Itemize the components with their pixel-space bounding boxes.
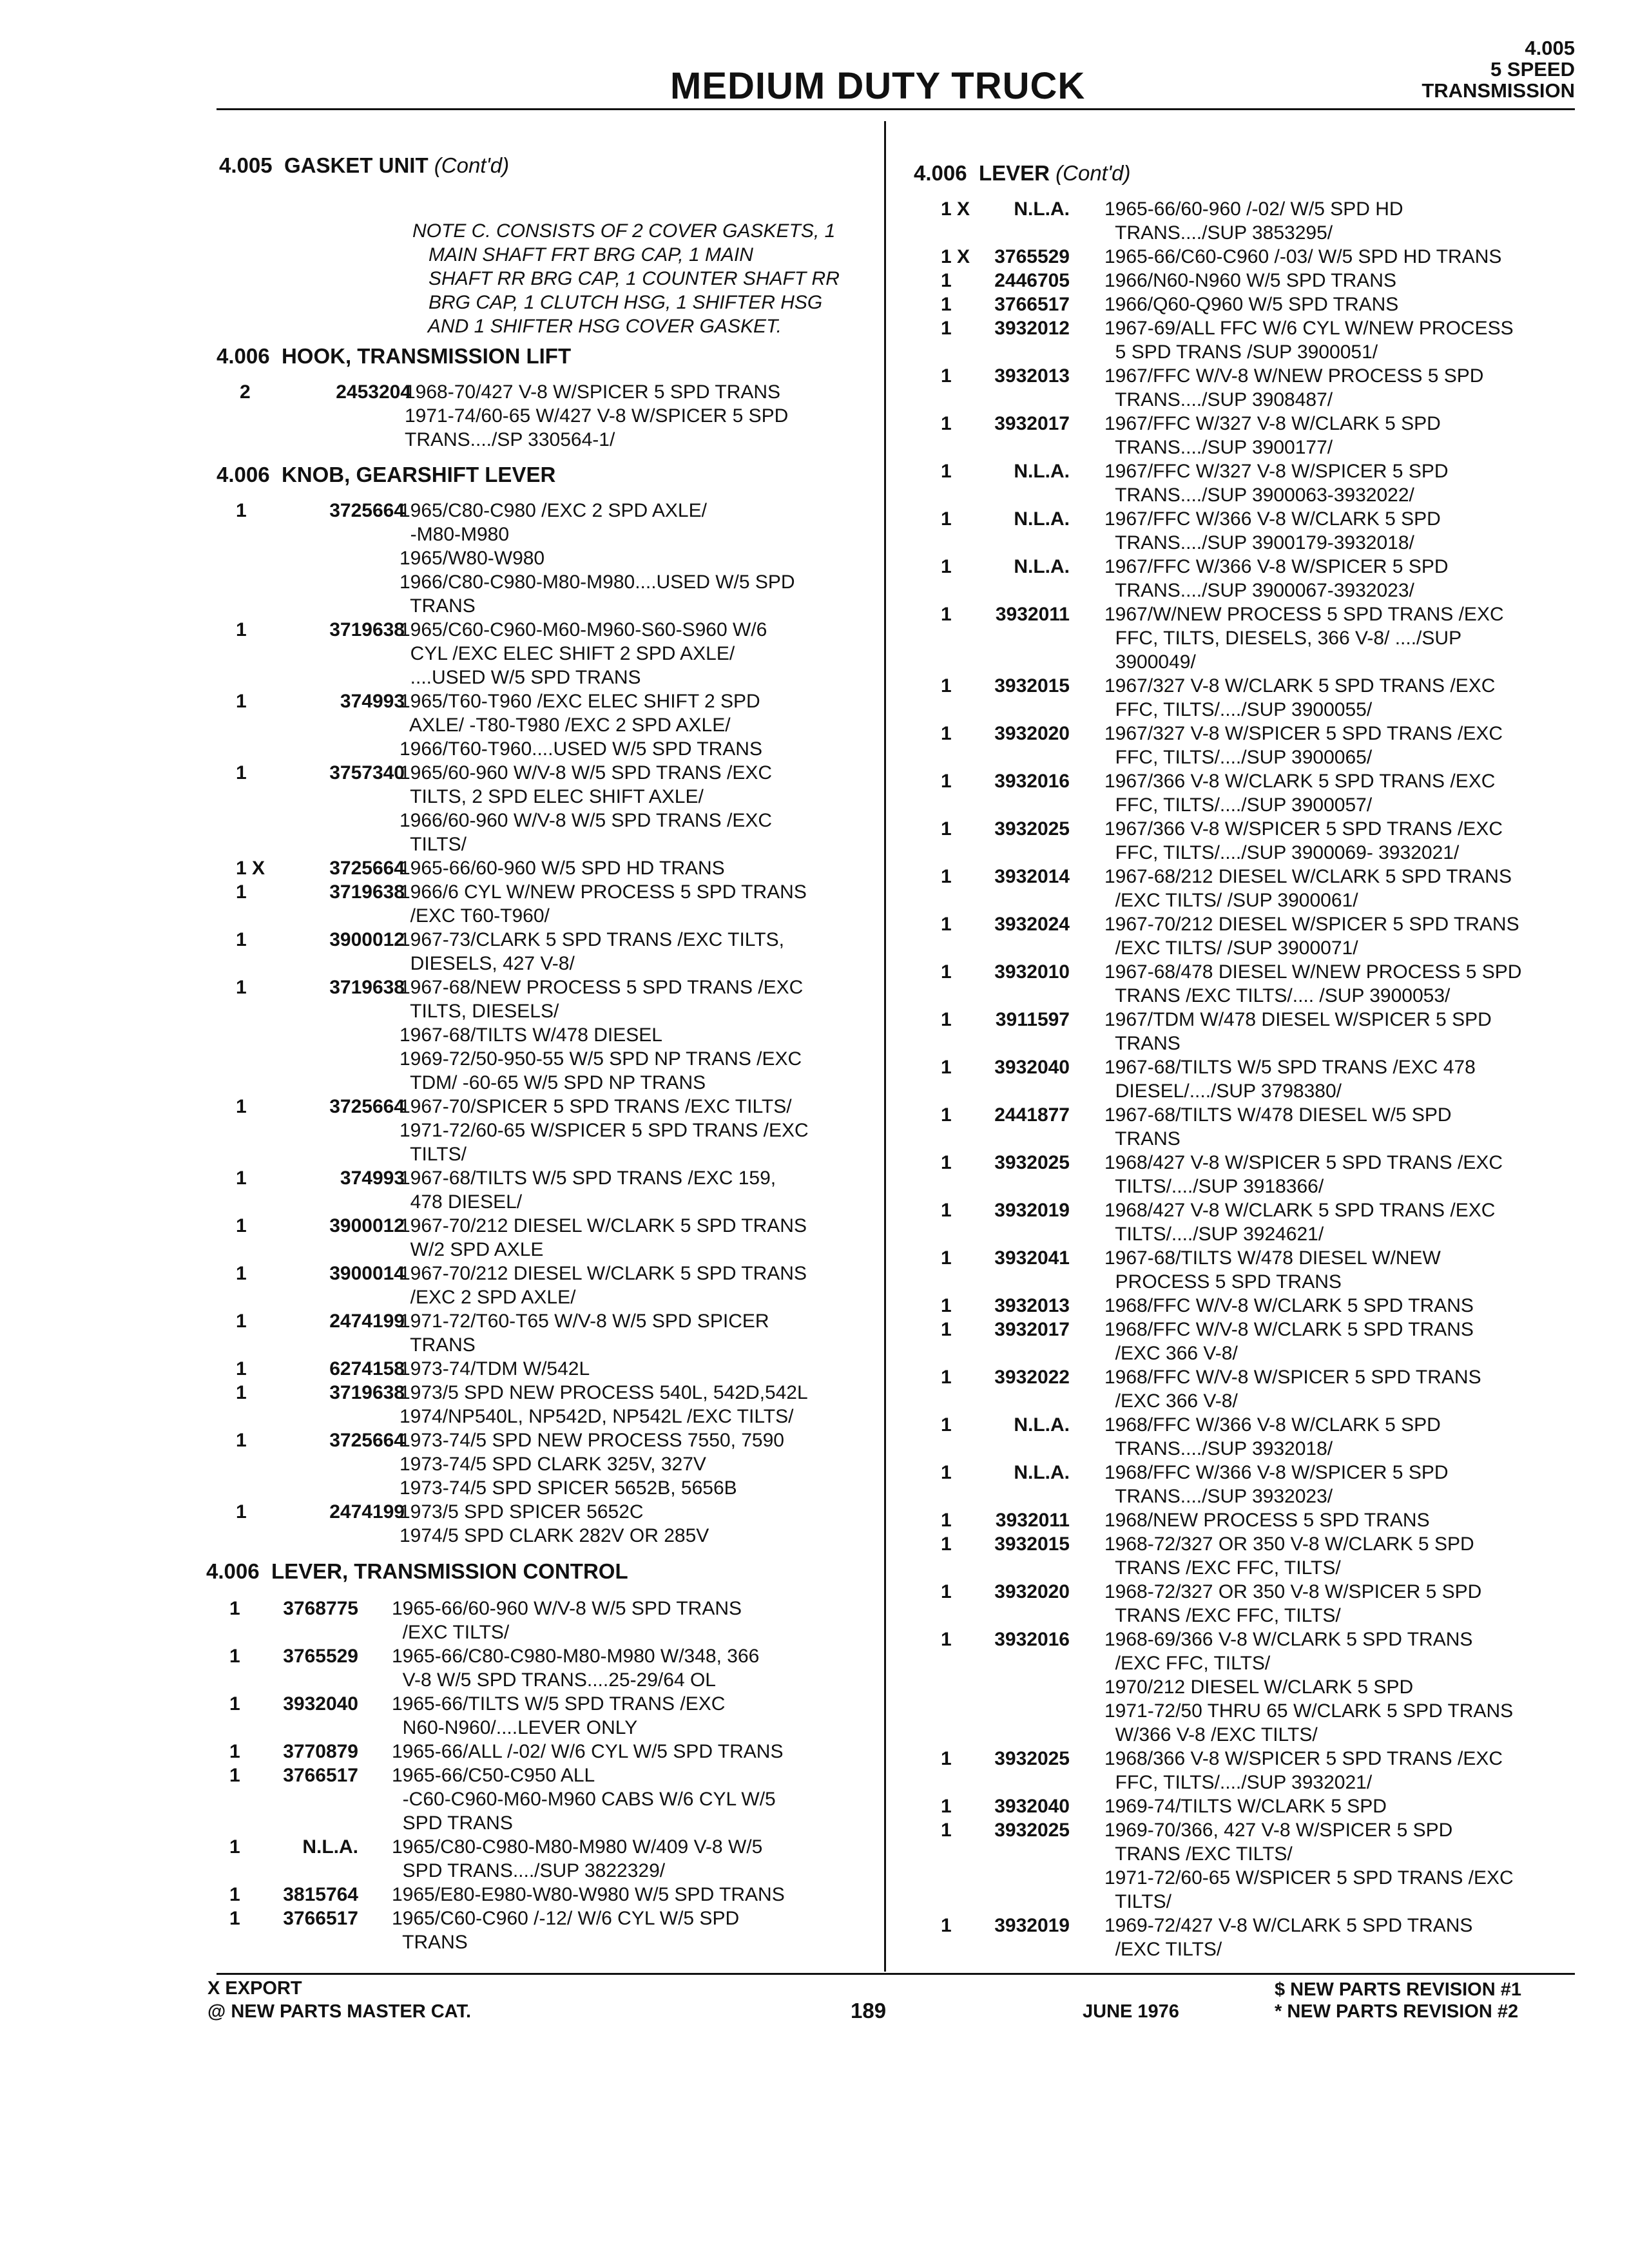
part-number: 3932014	[994, 866, 1070, 887]
part-entry	[941, 769, 1585, 817]
part-entry	[941, 1508, 1585, 1532]
part-number: N.L.A.	[302, 1836, 358, 1858]
part-entry	[941, 1294, 1585, 1318]
part-number: 3932040	[994, 1796, 1070, 1817]
part-number: 3932011	[995, 1510, 1070, 1531]
part-qty: 1	[229, 1598, 240, 1619]
part-number: 3900012	[329, 929, 405, 950]
part-number: 3932013	[994, 365, 1070, 387]
part-description: 1967/W/NEW PROCESS 5 SPD TRANS /EXC FFC, TILTS, DIESELS, 366 V-8/ ..../SUP 3900049/	[1104, 604, 1504, 673]
part-description: 1973/5 SPD SPICER 5652C 1974/5 SPD CLARK 282V OR 285V	[400, 1501, 709, 1546]
part-number: 374993	[340, 1168, 405, 1189]
part-qty: 1	[941, 1247, 952, 1269]
part-number: 3932020	[994, 723, 1070, 744]
part-description: 1967-70/SPICER 5 SPD TRANS /EXC TILTS/ 1971-72/60-65 W/SPICER 5 SPD TRANS /EXC TILTS/	[400, 1096, 809, 1165]
part-entry	[941, 1055, 1585, 1103]
part-description: 1965-66/C50-C950 ALL -C60-C960-M60-M960 CABS W/6 CYL W/5 SPD TRANS	[392, 1765, 776, 1834]
part-entry	[229, 1597, 880, 1644]
part-qty: 1	[941, 1915, 952, 1936]
part-entry	[229, 1907, 880, 1954]
part-description: 1967/366 V-8 W/SPICER 5 SPD TRANS /EXC FFC, TILTS/..../SUP 3900069- 3932021/	[1104, 818, 1503, 863]
part-qty: 1	[236, 1430, 247, 1451]
section-heading-gasket	[219, 153, 509, 178]
part-entry	[229, 1835, 880, 1883]
part-description: 1965/E80-E980-W80-W980 W/5 SPD TRANS	[392, 1884, 785, 1905]
part-entry	[941, 364, 1585, 412]
part-qty: 1	[236, 1358, 247, 1379]
part-number: 3932025	[994, 1152, 1070, 1173]
part-entry	[941, 817, 1585, 865]
part-entry	[941, 197, 1585, 245]
section-line1: 5 SPEED	[1490, 58, 1575, 81]
part-qty: 1	[229, 1765, 240, 1786]
part-qty: 1	[236, 1215, 247, 1236]
part-entry	[229, 1740, 880, 1763]
part-entry	[236, 928, 880, 975]
part-number: 2474199	[329, 1311, 405, 1332]
part-description: 1968/FFC W/366 V-8 W/SPICER 5 SPD TRANS..../SUP 3932023/	[1104, 1462, 1449, 1507]
footer-rule	[217, 1973, 1575, 1975]
part-qty: 1	[236, 1263, 247, 1284]
part-number: 3765529	[994, 246, 1070, 267]
part-entry	[941, 1580, 1585, 1628]
section-header	[1422, 37, 1575, 101]
footer-date: JUNE 1976	[1083, 2001, 1179, 2022]
part-description: 1965-66/C80-C980-M80-M980 W/348, 366 V-8 W/5 SPD TRANS....25-29/64 OL	[392, 1646, 760, 1691]
section-num: 4.006	[914, 161, 967, 185]
part-entry	[236, 1262, 880, 1309]
part-qty: 1	[941, 1057, 952, 1078]
part-number: 3932013	[994, 1295, 1070, 1316]
part-number: 3932025	[994, 1820, 1070, 1841]
part-description: 1967-68/212 DIESEL W/CLARK 5 SPD TRANS /EXC TILTS/ /SUP 3900061/	[1104, 866, 1512, 911]
part-description: 1967-68/NEW PROCESS 5 SPD TRANS /EXC TILTS, DIESELS/ 1967-68/TILTS W/478 DIESEL 1969-72/50-950-55 W/5 SPD NP TRANS /EXC TDM/ -60-65 W/5 SPD NP TRANS	[400, 977, 804, 1093]
part-number: 3911597	[995, 1009, 1070, 1030]
part-number: 3757340	[329, 762, 405, 783]
part-qty: 1	[941, 961, 952, 983]
part-entry	[236, 880, 880, 928]
part-qty: 1	[941, 1581, 952, 1602]
part-qty: 1	[941, 1629, 952, 1650]
part-description: 1969-70/366, 427 V-8 W/SPICER 5 SPD TRANS /EXC TILTS/ 1971-72/60-65 W/SPICER 5 SPD TRANS /EXC TILTS/	[1104, 1820, 1514, 1912]
part-number: 3766517	[283, 1765, 358, 1786]
page-title: MEDIUM DUTY TRUCK	[670, 65, 1086, 107]
part-entry	[236, 1381, 880, 1428]
part-number: 3765529	[283, 1646, 358, 1667]
part-entry	[941, 316, 1585, 364]
section-num: 4.006	[206, 1559, 260, 1583]
part-description: 1967/TDM W/478 DIESEL W/SPICER 5 SPD TRANS	[1104, 1009, 1492, 1054]
part-number: 3725664	[329, 1430, 405, 1451]
part-entry	[941, 245, 1585, 269]
part-description: 1965-66/60-960 W/5 SPD HD TRANS	[400, 858, 725, 879]
part-qty: 1	[236, 977, 247, 998]
part-entry	[236, 1095, 880, 1166]
part-description: 1965-66/C60-C960 /-03/ W/5 SPD HD TRANS	[1104, 246, 1502, 267]
part-description: 1967-68/TILTS W/5 SPD TRANS /EXC 159, 478 DIESEL/	[400, 1168, 776, 1213]
section-heading-lever-contd	[914, 161, 1130, 186]
part-description: 1967-68/478 DIESEL W/NEW PROCESS 5 SPD TRANS /EXC TILTS/.... /SUP 3900053/	[1104, 961, 1522, 1006]
part-entry	[941, 1532, 1585, 1580]
part-description: 1966/6 CYL W/NEW PROCESS 5 SPD TRANS /EXC T60-T960/	[400, 881, 807, 927]
footer-revision-1: $ NEW PARTS REVISION #1	[1275, 1979, 1521, 2000]
part-entry	[941, 960, 1585, 1008]
part-entry	[236, 1357, 880, 1381]
part-entry	[236, 856, 880, 880]
part-description: 1967-70/212 DIESEL W/CLARK 5 SPD TRANS /EXC 2 SPD AXLE/	[400, 1263, 807, 1308]
part-entry	[941, 555, 1585, 602]
part-qty: 1	[941, 1295, 952, 1316]
part-entry	[229, 1692, 880, 1740]
part-description: 1967/327 V-8 W/CLARK 5 SPD TRANS /EXC FFC, TILTS/..../SUP 3900055/	[1104, 675, 1496, 720]
part-entry	[941, 269, 1585, 293]
section-name: LEVER	[978, 161, 1050, 185]
part-number: 2474199	[329, 1501, 405, 1523]
part-description: 1965/C60-C960-M60-M960-S60-S960 W/6 CYL /EXC ELEC SHIFT 2 SPD AXLE/ ....USED W/5 SPD TRANS	[400, 619, 767, 688]
part-entry	[941, 1747, 1585, 1794]
part-qty: 1	[941, 508, 952, 530]
part-qty: 1	[941, 1367, 952, 1388]
part-number: 3932040	[283, 1693, 358, 1715]
part-entry	[941, 1413, 1585, 1461]
part-description: 1971-72/T60-T65 W/V-8 W/5 SPD SPICER TRANS	[400, 1311, 769, 1356]
part-entry	[236, 1309, 880, 1357]
part-entry	[941, 912, 1585, 960]
part-qty: 1	[941, 723, 952, 744]
part-qty: 1	[229, 1646, 240, 1667]
part-number: 3932022	[994, 1367, 1070, 1388]
part-number: 3932019	[994, 1915, 1070, 1936]
part-qty: 1	[941, 413, 952, 434]
section-heading-hook	[217, 344, 571, 369]
part-entry	[229, 1763, 880, 1835]
part-number: 3725664	[329, 858, 405, 879]
part-qty: 1	[229, 1884, 240, 1905]
part-number: 3932040	[994, 1057, 1070, 1078]
part-description: 1965/C80-C980 /EXC 2 SPD AXLE/ -M80-M980 1965/W80-W980 1966/C80-C980-M80-M980....USED W/5 SPD TRANS	[400, 500, 795, 617]
part-qty: 1	[941, 1152, 952, 1173]
page-number: 189	[851, 1999, 887, 2023]
part-entry	[229, 1644, 880, 1692]
part-entry	[941, 1461, 1585, 1508]
part-description: 1973-74/TDM W/542L	[400, 1358, 590, 1379]
part-description: 1967/FFC W/366 V-8 W/CLARK 5 SPD TRANS..../SUP 3900179-3932018/	[1104, 508, 1441, 553]
part-number: 3766517	[283, 1908, 358, 1929]
part-qty: 1	[236, 1382, 247, 1403]
section-num: 4.006	[217, 463, 270, 486]
part-number: N.L.A.	[1014, 1414, 1070, 1436]
part-number: 3932012	[994, 318, 1070, 339]
part-description: 1967/327 V-8 W/SPICER 5 SPD TRANS /EXC FFC, TILTS/..../SUP 3900065/	[1104, 723, 1503, 768]
part-number: 6274158	[329, 1358, 405, 1379]
part-number: N.L.A.	[1014, 198, 1070, 220]
part-entry	[236, 618, 880, 689]
section-num: 4.006	[217, 344, 270, 368]
part-number: N.L.A.	[1014, 556, 1070, 577]
footer-export-legend: X EXPORT	[207, 1978, 302, 1999]
part-number: 2441877	[994, 1104, 1070, 1126]
part-qty: 1	[941, 818, 952, 840]
part-number: 3900012	[329, 1215, 405, 1236]
part-entry	[236, 499, 880, 618]
section-heading-lever	[206, 1559, 628, 1584]
part-number: 3932041	[994, 1247, 1070, 1269]
part-description: 1965-66/ALL /-02/ W/6 CYL W/5 SPD TRANS	[392, 1741, 784, 1762]
part-entry	[236, 1166, 880, 1214]
part-description: 1968-69/366 V-8 W/CLARK 5 SPD TRANS /EXC FFC, TILTS/ 1970/212 DIESEL W/CLARK 5 SPD 1971-72/50 THRU 65 W/CLARK 5 SPD TRANS W/366 V-8 /EXC TILTS/	[1104, 1629, 1514, 1745]
part-description: 1967-70/212 DIESEL W/SPICER 5 SPD TRANS /EXC TILTS/ /SUP 3900071/	[1104, 914, 1519, 959]
part-description: 1969-72/427 V-8 W/CLARK 5 SPD TRANS /EXC TILTS/	[1104, 1915, 1473, 1960]
part-description: 1969-74/TILTS W/CLARK 5 SPD	[1104, 1796, 1387, 1817]
part-qty: 1	[236, 619, 247, 640]
part-qty: 1	[236, 1168, 247, 1189]
part-qty: 1	[229, 1908, 240, 1929]
part-entry	[229, 1883, 880, 1907]
part-number: 3900014	[329, 1263, 405, 1284]
part-description: 1965/T60-T960 /EXC ELEC SHIFT 2 SPD AXLE/ -T80-T980 /EXC 2 SPD AXLE/ 1966/T60-T960....USED W/5 SPD TRANS	[400, 691, 762, 760]
part-qty: 1	[941, 556, 952, 577]
part-number: 3770879	[283, 1741, 358, 1762]
part-number: 3932011	[995, 604, 1070, 625]
part-number: 3932016	[994, 771, 1070, 792]
part-number: 3932025	[994, 818, 1070, 840]
part-number: 2453204	[336, 381, 411, 403]
part-description: 1965/C80-C980-M80-M980 W/409 V-8 W/5 SPD TRANS..../SUP 3822329/	[392, 1836, 763, 1881]
section-line2: TRANSMISSION	[1422, 79, 1575, 102]
part-qty: 1	[941, 1748, 952, 1769]
part-description: 1967-68/TILTS W/478 DIESEL W/5 SPD TRANS	[1104, 1104, 1452, 1149]
part-number: 374993	[340, 691, 405, 712]
part-description: 1967-73/CLARK 5 SPD TRANS /EXC TILTS, DIESELS, 427 V-8/	[400, 929, 784, 974]
part-qty: 1	[229, 1836, 240, 1858]
part-qty: 1	[941, 270, 952, 291]
part-entry	[941, 674, 1585, 722]
part-entry	[941, 1628, 1585, 1747]
part-qty: 1	[941, 866, 952, 887]
part-description: 1968/FFC W/366 V-8 W/CLARK 5 SPD TRANS..../SUP 3932018/	[1104, 1414, 1441, 1459]
part-description: 1965/60-960 W/V-8 W/5 SPD TRANS /EXC TILTS, 2 SPD ELEC SHIFT AXLE/ 1966/60-960 W/V-8 W/5 SPD TRANS /EXC TILTS/	[400, 762, 773, 855]
part-number: 3932017	[994, 413, 1070, 434]
part-number: 3725664	[329, 1096, 405, 1117]
part-number: 3932025	[994, 1748, 1070, 1769]
part-qty: 1	[941, 365, 952, 387]
part-number: N.L.A.	[1014, 1462, 1070, 1483]
part-entry	[941, 1318, 1585, 1365]
part-entry	[941, 1198, 1585, 1246]
part-description: 1968-72/327 OR 350 V-8 W/SPICER 5 SPD TRANS /EXC FFC, TILTS/	[1104, 1581, 1482, 1626]
part-description: 1967/FFC W/327 V-8 W/CLARK 5 SPD TRANS..../SUP 3900177/	[1104, 413, 1441, 458]
part-qty: 1	[236, 500, 247, 521]
part-qty: 1	[229, 1741, 240, 1762]
part-entry	[941, 293, 1585, 316]
part-entry	[941, 1914, 1585, 1961]
part-number: 3815764	[283, 1884, 358, 1905]
part-description: 1968/427 V-8 W/CLARK 5 SPD TRANS /EXC TILTS/..../SUP 3924621/	[1104, 1200, 1496, 1245]
footer-master-legend: @ NEW PARTS MASTER CAT.	[207, 2001, 472, 2022]
part-qty: 1	[941, 1533, 952, 1555]
part-entry	[941, 1818, 1585, 1914]
part-qty: 1	[941, 461, 952, 482]
part-qty: 1	[236, 1501, 247, 1523]
part-entry	[236, 1428, 880, 1500]
part-description: 1965-66/60-960 W/V-8 W/5 SPD TRANS /EXC TILTS/	[392, 1598, 742, 1643]
part-entry	[236, 975, 880, 1095]
part-number: N.L.A.	[1014, 461, 1070, 482]
part-description: 1973/5 SPD NEW PROCESS 540L, 542D,542L 1974/NP540L, NP542D, NP542L /EXC TILTS/	[400, 1382, 808, 1427]
part-number: 3932015	[994, 675, 1070, 697]
part-qty: 1	[236, 929, 247, 950]
part-description: 1967/FFC W/366 V-8 W/SPICER 5 SPD TRANS..../SUP 3900067-3932023/	[1104, 556, 1449, 601]
part-description: 1965-66/60-960 /-02/ W/5 SPD HD TRANS..../SUP 3853295/	[1104, 198, 1403, 244]
part-number: 3719638	[329, 1382, 405, 1403]
part-number: 3932010	[994, 961, 1070, 983]
header-rule	[217, 108, 1575, 110]
part-entry	[240, 380, 884, 452]
part-description: 1967/FFC W/V-8 W/NEW PROCESS 5 SPD TRANS..../SUP 3908487/	[1104, 365, 1484, 410]
note-c: NOTE C. CONSISTS OF 2 COVER GASKETS, 1 MAIN SHAFT FRT BRG CAP, 1 MAIN SHAFT RR BRG CAP, 1 COUNTER SHAFT RR BRG CAP, 1 CLUTCH HSG, 1 SHIFTER HSG AND 1 SHIFTER HSG COVER GASKET.	[412, 220, 840, 337]
section-name: KNOB, GEARSHIFT LEVER	[281, 463, 556, 486]
section-name: LEVER, TRANSMISSION CONTROL	[271, 1559, 628, 1583]
part-qty: 1	[941, 914, 952, 935]
part-description: 1966/Q60-Q960 W/5 SPD TRANS	[1104, 294, 1399, 315]
contd-label: (Cont'd)	[1055, 161, 1131, 185]
part-description: 1967-70/212 DIESEL W/CLARK 5 SPD TRANS W/2 SPD AXLE	[400, 1215, 807, 1260]
part-description: 1968/366 V-8 W/SPICER 5 SPD TRANS /EXC FFC, TILTS/..../SUP 3932021/	[1104, 1748, 1503, 1793]
part-qty: 1	[941, 604, 952, 625]
part-entry	[941, 1365, 1585, 1413]
part-qty: 1	[236, 1096, 247, 1117]
part-number: N.L.A.	[1014, 508, 1070, 530]
section-heading-knob	[217, 463, 555, 487]
part-description: 1965/C60-C960 /-12/ W/6 CYL W/5 SPD TRANS	[392, 1908, 740, 1953]
part-qty: 1	[236, 881, 247, 903]
part-entry	[236, 761, 880, 856]
part-qty: 1	[941, 1796, 952, 1817]
part-number: 3768775	[283, 1598, 358, 1619]
part-qty: 1	[941, 1510, 952, 1531]
part-qty: 1	[236, 762, 247, 783]
part-description: 1968-72/327 OR 350 V-8 W/CLARK 5 SPD TRANS /EXC FFC, TILTS/	[1104, 1533, 1474, 1579]
part-number: 3725664	[329, 500, 405, 521]
part-description: 1965-66/TILTS W/5 SPD TRANS /EXC N60-N960/....LEVER ONLY	[392, 1693, 726, 1738]
part-description: 1967-68/TILTS W/5 SPD TRANS /EXC 478 DIESEL/..../SUP 3798380/	[1104, 1057, 1476, 1102]
part-qty: 1	[941, 1009, 952, 1030]
part-qty: 1	[941, 771, 952, 792]
part-entry	[941, 507, 1585, 555]
part-qty: 1	[229, 1693, 240, 1715]
part-description: 1968/427 V-8 W/SPICER 5 SPD TRANS /EXC TILTS/..../SUP 3918366/	[1104, 1152, 1503, 1197]
part-number: 2446705	[994, 270, 1070, 291]
part-description: 1973-74/5 SPD NEW PROCESS 7550, 7590 1973-74/5 SPD CLARK 325V, 327V 1973-74/5 SPD SPICER 5652B, 5656B	[400, 1430, 784, 1499]
part-number: 3719638	[329, 881, 405, 903]
part-number: 3932016	[994, 1629, 1070, 1650]
part-entry	[941, 412, 1585, 459]
part-entry	[941, 1151, 1585, 1198]
section-name: HOOK, TRANSMISSION LIFT	[281, 344, 572, 368]
part-description: 1967/FFC W/327 V-8 W/SPICER 5 SPD TRANS..../SUP 3900063-3932022/	[1104, 461, 1449, 506]
part-qty: 1	[941, 1462, 952, 1483]
part-description: 1968/FFC W/V-8 W/CLARK 5 SPD TRANS	[1104, 1295, 1474, 1316]
part-number: 3932017	[994, 1319, 1070, 1340]
part-qty: 1	[236, 691, 247, 712]
section-number: 4.005	[1525, 37, 1575, 59]
part-number: 3766517	[994, 294, 1070, 315]
part-description: 1968/FFC W/V-8 W/SPICER 5 SPD TRANS /EXC 366 V-8/	[1104, 1367, 1481, 1412]
contd-label: (Cont'd)	[434, 153, 510, 177]
part-qty: 1	[236, 1311, 247, 1332]
part-description: 1967-69/ALL FFC W/6 CYL W/NEW PROCESS 5 SPD TRANS /SUP 3900051/	[1104, 318, 1514, 363]
part-number: 3719638	[329, 619, 405, 640]
part-qty: 1	[941, 675, 952, 697]
part-qty: 1	[941, 294, 952, 315]
part-number: 3932020	[994, 1581, 1070, 1602]
part-entry	[236, 1500, 880, 1548]
part-number: 3932019	[994, 1200, 1070, 1221]
part-entry	[941, 722, 1585, 769]
part-number: 3719638	[329, 977, 405, 998]
part-qty: 1	[941, 1200, 952, 1221]
part-qty: 1	[941, 1414, 952, 1436]
part-qty: 1	[941, 1820, 952, 1841]
part-number: 3932024	[994, 914, 1070, 935]
part-description: 1968-70/427 V-8 W/SPICER 5 SPD TRANS 1971-74/60-65 W/427 V-8 W/SPICER 5 SPD TRANS..../SP 330564-1/	[405, 381, 789, 450]
part-entry	[941, 459, 1585, 507]
part-entry	[941, 865, 1585, 912]
section-name: GASKET UNIT	[284, 153, 429, 177]
part-entry	[236, 689, 880, 761]
part-qty: 1 X	[236, 858, 265, 879]
part-entry	[941, 1246, 1585, 1294]
part-entry	[941, 1008, 1585, 1055]
part-qty: 1	[941, 318, 952, 339]
column-divider	[884, 121, 886, 1972]
part-qty: 2	[240, 381, 251, 403]
part-description: 1967/366 V-8 W/CLARK 5 SPD TRANS /EXC FFC, TILTS/..../SUP 3900057/	[1104, 771, 1496, 816]
part-qty: 1 X	[941, 198, 970, 220]
part-entry	[941, 1794, 1585, 1818]
part-description: 1966/N60-N960 W/5 SPD TRANS	[1104, 270, 1396, 291]
part-qty: 1	[941, 1104, 952, 1126]
part-entry	[941, 602, 1585, 674]
part-description: 1967-68/TILTS W/478 DIESEL W/NEW PROCESS 5 SPD TRANS	[1104, 1247, 1441, 1293]
part-entry	[236, 1214, 880, 1262]
part-entry	[941, 1103, 1585, 1151]
part-description: 1968/FFC W/V-8 W/CLARK 5 SPD TRANS /EXC 366 V-8/	[1104, 1319, 1474, 1364]
footer-revision-2: * NEW PARTS REVISION #2	[1275, 2001, 1519, 2022]
section-num: 4.005	[219, 153, 273, 177]
part-description: 1968/NEW PROCESS 5 SPD TRANS	[1104, 1510, 1430, 1531]
part-number: 3932015	[994, 1533, 1070, 1555]
part-qty: 1 X	[941, 246, 970, 267]
part-qty: 1	[941, 1319, 952, 1340]
